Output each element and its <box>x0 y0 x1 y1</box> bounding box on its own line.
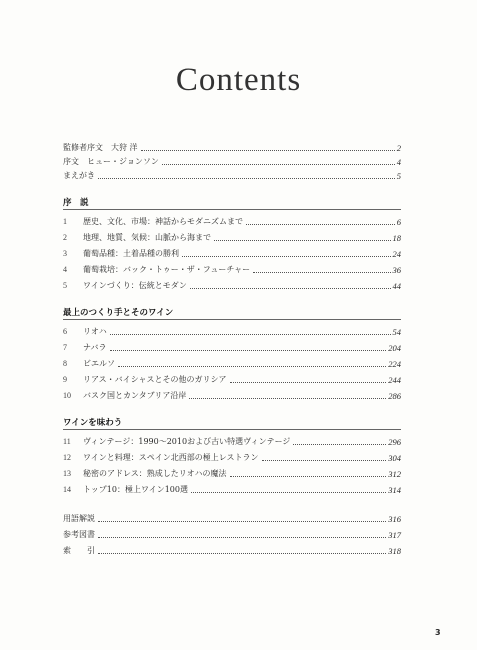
entry-label: ヴィンテージ：1990～2010および古い特選ヴィンテージ <box>83 437 291 446</box>
entry-page: 318 <box>388 546 401 556</box>
entry-page: 317 <box>388 530 401 540</box>
entry-number: 11 <box>63 437 71 446</box>
entry-page: 54 <box>392 327 401 337</box>
dot-leader <box>230 381 387 383</box>
entry-number: 13 <box>63 469 71 478</box>
dot-leader <box>293 443 386 445</box>
dot-leader <box>110 349 387 351</box>
entry-label: ワインづくり：伝統とモダン <box>83 281 187 290</box>
entry-label: 地理、地質、気候：山脈から海まで <box>83 233 211 242</box>
toc-entry[interactable] <box>63 245 401 259</box>
entry-label: 監修者序文 大狩 洋 <box>63 143 138 152</box>
section-rule <box>63 429 401 430</box>
entry-number: 3 <box>63 249 67 258</box>
entry-number: 10 <box>63 391 71 400</box>
section-heading: 最上のつくり手とそのワイン <box>63 308 174 318</box>
entry-page: 244 <box>388 375 401 385</box>
dot-leader <box>246 223 395 225</box>
toc-entry[interactable] <box>63 542 401 556</box>
entry-label: リオハ <box>83 327 107 336</box>
entry-label: トップ10：極上ワイン100選 <box>83 485 188 494</box>
entry-label: ビエルソ <box>83 359 115 368</box>
entry-page: 2 <box>396 143 401 153</box>
toc-entry[interactable] <box>63 277 401 291</box>
dot-leader <box>162 163 395 165</box>
entry-number: 12 <box>63 453 71 462</box>
dot-leader <box>191 491 386 493</box>
toc-entry[interactable] <box>63 213 401 227</box>
entry-page: 314 <box>388 485 401 495</box>
entry-page: 286 <box>388 391 401 401</box>
toc-entry[interactable] <box>63 526 401 540</box>
dot-leader <box>190 287 391 289</box>
entry-number: 9 <box>63 375 67 384</box>
entry-label: 秘密のアドレス：熟成したリオハの魔法 <box>83 469 227 478</box>
toc-entry[interactable] <box>63 481 401 495</box>
entry-page: 44 <box>392 281 401 291</box>
dot-leader <box>141 149 395 151</box>
entry-label: ナバラ <box>83 343 107 352</box>
entry-number: 2 <box>63 233 67 242</box>
page-number: 3 <box>435 628 441 637</box>
section-heading: ワインを味わう <box>63 418 123 428</box>
dot-leader <box>98 520 386 522</box>
section-rule <box>63 209 401 210</box>
dot-leader <box>189 397 386 399</box>
entry-label: リアス・バイシャスとその他のガリシア <box>83 375 227 384</box>
entry-page: 36 <box>392 265 401 275</box>
entry-label: まえがき <box>63 171 95 180</box>
toc-entry[interactable] <box>63 261 401 275</box>
dot-leader <box>182 255 391 257</box>
toc-entry[interactable] <box>63 433 401 447</box>
toc-entry[interactable] <box>63 167 401 181</box>
section-rule <box>63 319 401 320</box>
entry-number: 4 <box>63 265 67 274</box>
entry-number: 7 <box>63 343 67 352</box>
entry-number: 5 <box>63 281 67 290</box>
entry-page: 304 <box>388 453 401 463</box>
entry-page: 312 <box>388 469 401 479</box>
entry-label: 歴史、文化、市場：神話からモダニズムまで <box>83 217 243 226</box>
toc-entry[interactable] <box>63 465 401 479</box>
entry-label: 葡萄栽培：バック・トゥー・ザ・フューチャー <box>83 265 251 274</box>
dot-leader <box>253 271 390 273</box>
dot-leader <box>98 552 386 554</box>
entry-label: 葡萄品種：土着品種の勝利 <box>83 249 179 258</box>
toc-entry[interactable] <box>63 355 401 369</box>
dot-leader <box>230 475 387 477</box>
entry-page: 24 <box>392 249 401 259</box>
dot-leader <box>98 177 395 179</box>
entry-label: 参考図書 <box>63 530 95 539</box>
toc-entry[interactable] <box>63 339 401 353</box>
entry-number: 1 <box>63 217 67 226</box>
toc-entry[interactable] <box>63 510 401 524</box>
dot-leader <box>262 459 387 461</box>
entry-page: 5 <box>396 171 401 181</box>
dot-leader <box>110 333 391 335</box>
toc-entry[interactable] <box>63 139 401 153</box>
entry-page: 4 <box>396 157 401 167</box>
toc-entry[interactable] <box>63 371 401 385</box>
entry-page: 18 <box>392 233 401 243</box>
dot-leader <box>214 239 391 241</box>
dot-leader <box>98 536 386 538</box>
entry-page: 204 <box>388 343 401 353</box>
entry-page: 296 <box>388 437 401 447</box>
entry-page: 224 <box>388 359 401 369</box>
dot-leader <box>118 365 386 367</box>
entry-label: ワインと料理：スペイン北西部の極上レストラン <box>83 453 259 462</box>
toc-entry[interactable] <box>63 229 401 243</box>
toc-entry[interactable] <box>63 387 401 401</box>
entry-number: 14 <box>63 485 71 494</box>
entry-label: 用語解説 <box>63 514 95 523</box>
section-heading: 序 説 <box>63 198 89 208</box>
entry-page: 6 <box>396 217 401 227</box>
toc-entry[interactable] <box>63 323 401 337</box>
entry-label: 索 引 <box>63 546 95 555</box>
entry-label: 序文 ヒュー・ジョンソン <box>63 157 159 166</box>
page-title: Contents <box>175 62 302 98</box>
entry-page: 316 <box>388 514 401 524</box>
entry-number: 6 <box>63 327 67 336</box>
toc-entry[interactable] <box>63 449 401 463</box>
entry-label: バスク国とカンタブリア沿岸 <box>83 391 187 400</box>
toc-entry[interactable] <box>63 153 401 167</box>
entry-number: 8 <box>63 359 67 368</box>
